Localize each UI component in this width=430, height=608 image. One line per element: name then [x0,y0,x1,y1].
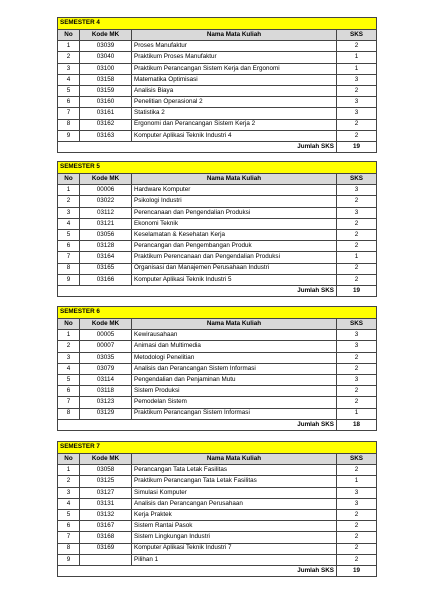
row-no: 2 [58,341,80,352]
row-sks: 3 [336,108,376,119]
table-row [58,374,377,385]
table-row [58,185,377,196]
row-kode-mk: 03040 [80,52,132,63]
header-kode-mk: Kode MK [80,454,132,465]
table-row [58,108,377,119]
row-no: 1 [58,185,80,196]
row-no: 2 [58,196,80,207]
row-sks: 1 [336,252,376,263]
row-no: 8 [58,119,80,130]
row-kode-mk: 03129 [80,408,132,419]
table-row [58,85,377,96]
row-nama-mata-kuliah: Ekonomi Teknik [132,218,337,229]
row-nama-mata-kuliah: Komputer Aplikasi Teknik Industri 4 [132,130,337,141]
total-row [58,285,377,296]
total-row [58,565,377,576]
row-no: 1 [58,330,80,341]
row-sks: 2 [336,130,376,141]
total-sks: 19 [336,141,376,152]
row-no: 8 [58,263,80,274]
row-kode-mk: 03121 [80,218,132,229]
row-no: 9 [58,554,80,565]
row-no: 9 [58,274,80,285]
row-kode-mk: 03022 [80,196,132,207]
total-sks: 19 [336,285,376,296]
table-row [58,74,377,85]
row-no: 6 [58,241,80,252]
row-nama-mata-kuliah: Komputer Aplikasi Teknik Industri 7 [132,543,337,554]
row-kode-mk: 03112 [80,207,132,218]
header-kode-mk: Kode MK [80,319,132,330]
table-row [58,52,377,63]
total-row [58,419,377,430]
row-nama-mata-kuliah: Sistem Lingkungan Industri [132,532,337,543]
semester-banner [58,307,377,319]
row-kode-mk: 03056 [80,229,132,240]
row-no: 7 [58,108,80,119]
table-row [58,408,377,419]
table-row [58,341,377,352]
table-row [58,476,377,487]
row-no: 2 [58,52,80,63]
semester-banner [58,18,377,30]
total-label: Jumlah SKS [58,285,337,296]
row-nama-mata-kuliah: Komputer Aplikasi Teknik Industri 5 [132,274,337,285]
row-kode-mk: 03167 [80,521,132,532]
row-nama-mata-kuliah: Psikologi Industri [132,196,337,207]
row-nama-mata-kuliah: Analisis dan Perancangan Sistem Informasi [132,363,337,374]
row-no: 5 [58,229,80,240]
row-sks: 3 [336,498,376,509]
header-kode-mk: Kode MK [80,174,132,185]
total-row [58,141,377,152]
row-sks: 1 [336,408,376,419]
row-no: 7 [58,532,80,543]
header-nama-mata-kuliah: Nama Mata Kuliah [132,174,337,185]
row-kode-mk: 03035 [80,352,132,363]
semester-title: SEMESTER 7 [58,442,377,454]
header-no: No [58,30,80,41]
row-nama-mata-kuliah: Ergonomi dan Perancangan Sistem Kerja 2 [132,119,337,130]
row-sks: 2 [336,241,376,252]
total-sks: 18 [336,419,376,430]
table-row [58,532,377,543]
row-sks: 2 [336,41,376,52]
row-nama-mata-kuliah: Pemodelan Sistem [132,397,337,408]
row-no: 6 [58,521,80,532]
row-sks: 2 [336,554,376,565]
row-no: 3 [58,352,80,363]
row-nama-mata-kuliah: Pilihan 1 [132,554,337,565]
row-nama-mata-kuliah: Kewirausahaan [132,330,337,341]
row-no: 6 [58,386,80,397]
row-no: 4 [58,218,80,229]
row-sks: 3 [336,374,376,385]
row-nama-mata-kuliah: Simulasi Komputer [132,487,337,498]
row-kode-mk: 00005 [80,330,132,341]
row-sks: 3 [336,207,376,218]
row-nama-mata-kuliah: Analisis Biaya [132,85,337,96]
row-nama-mata-kuliah: Proses Manufaktur [132,41,337,52]
row-sks: 2 [336,543,376,554]
row-nama-mata-kuliah: Animasi dan Multimedia [132,341,337,352]
table-row [58,509,377,520]
header-no: No [58,174,80,185]
row-nama-mata-kuliah: Keselamatan & Kesehatan Kerja [132,229,337,240]
row-sks: 2 [336,465,376,476]
row-nama-mata-kuliah: Metodologi Penelitian [132,352,337,363]
row-kode-mk: 00006 [80,185,132,196]
row-sks: 3 [336,97,376,108]
row-kode-mk: 03131 [80,498,132,509]
table-row [58,397,377,408]
row-nama-mata-kuliah: Kerja Praktek [132,509,337,520]
row-nama-mata-kuliah: Perancangan Tata Letak Fasilitas [132,465,337,476]
table-row [58,196,377,207]
row-nama-mata-kuliah: Perencanaan dan Pengendalian Produksi [132,207,337,218]
table-row [58,252,377,263]
row-kode-mk: 03166 [80,274,132,285]
row-kode-mk [80,554,132,565]
header-no: No [58,454,80,465]
row-kode-mk: 03123 [80,397,132,408]
row-kode-mk: 03169 [80,543,132,554]
table-row [58,218,377,229]
row-nama-mata-kuliah: Pengendalian dan Penjaminan Mutu [132,374,337,385]
row-kode-mk: 03128 [80,241,132,252]
row-sks: 3 [336,185,376,196]
row-nama-mata-kuliah: Penelitian Operasional 2 [132,97,337,108]
row-sks: 1 [336,476,376,487]
row-no: 3 [58,63,80,74]
row-nama-mata-kuliah: Praktikum Perancangan Sistem Kerja dan Ergonomi [132,63,337,74]
row-no: 3 [58,487,80,498]
table-header-row [58,454,377,465]
semester-title: SEMESTER 5 [58,162,377,174]
table-row [58,554,377,565]
row-nama-mata-kuliah: Matematika Optimisasi [132,74,337,85]
row-no: 8 [58,408,80,419]
semester-banner [58,162,377,174]
table-row [58,386,377,397]
row-kode-mk: 03132 [80,509,132,520]
table-row [58,207,377,218]
row-no: 5 [58,509,80,520]
table-header-row [58,174,377,185]
row-kode-mk: 03039 [80,41,132,52]
semester-table [57,441,377,577]
table-row [58,97,377,108]
row-nama-mata-kuliah: Perancangan dan Pengembangan Produk [132,241,337,252]
table-row [58,487,377,498]
table-row [58,263,377,274]
header-nama-mata-kuliah: Nama Mata Kuliah [132,319,337,330]
total-label: Jumlah SKS [58,419,337,430]
row-kode-mk: 03160 [80,97,132,108]
row-sks: 2 [336,196,376,207]
table-row [58,498,377,509]
row-no: 9 [58,130,80,141]
row-kode-mk: 00007 [80,341,132,352]
row-no: 2 [58,476,80,487]
row-sks: 2 [336,521,376,532]
row-no: 4 [58,363,80,374]
row-no: 1 [58,41,80,52]
row-kode-mk: 03159 [80,85,132,96]
row-kode-mk: 03168 [80,532,132,543]
row-nama-mata-kuliah: Praktikum Proses Manufaktur [132,52,337,63]
row-sks: 2 [336,229,376,240]
row-sks: 1 [336,63,376,74]
header-sks: SKS [336,30,376,41]
row-no: 8 [58,543,80,554]
header-sks: SKS [336,174,376,185]
row-sks: 2 [336,85,376,96]
row-kode-mk: 03118 [80,386,132,397]
header-no: No [58,319,80,330]
row-no: 4 [58,74,80,85]
row-nama-mata-kuliah: Praktikum Perancangan Sistem Informasi [132,408,337,419]
row-sks: 3 [336,487,376,498]
row-no: 7 [58,252,80,263]
table-row [58,543,377,554]
row-no: 5 [58,374,80,385]
table-row [58,229,377,240]
row-sks: 2 [336,386,376,397]
semester-table [57,306,377,431]
row-nama-mata-kuliah: Hardware Komputer [132,185,337,196]
row-sks: 3 [336,330,376,341]
total-sks: 19 [336,565,376,576]
row-no: 3 [58,207,80,218]
row-sks: 2 [336,274,376,285]
row-no: 5 [58,85,80,96]
row-kode-mk: 03079 [80,363,132,374]
table-row [58,363,377,374]
table-row [58,130,377,141]
row-sks: 2 [336,119,376,130]
row-kode-mk: 03164 [80,252,132,263]
semester-table [57,161,377,297]
semester-title: SEMESTER 4 [58,18,377,30]
header-sks: SKS [336,454,376,465]
row-kode-mk: 03114 [80,374,132,385]
row-sks: 2 [336,218,376,229]
row-sks: 1 [336,52,376,63]
row-kode-mk: 03127 [80,487,132,498]
row-no: 4 [58,498,80,509]
row-sks: 2 [336,263,376,274]
row-kode-mk: 03125 [80,476,132,487]
table-row [58,41,377,52]
row-sks: 3 [336,74,376,85]
row-sks: 2 [336,352,376,363]
row-nama-mata-kuliah: Sistem Produksi [132,386,337,397]
row-sks: 2 [336,363,376,374]
row-sks: 2 [336,397,376,408]
row-no: 7 [58,397,80,408]
table-row [58,330,377,341]
table-row [58,241,377,252]
row-nama-mata-kuliah: Analisis dan Perancangan Perusahaan [132,498,337,509]
row-sks: 2 [336,509,376,520]
row-no: 6 [58,97,80,108]
row-nama-mata-kuliah: Statistika 2 [132,108,337,119]
table-header-row [58,319,377,330]
header-kode-mk: Kode MK [80,30,132,41]
total-label: Jumlah SKS [58,565,337,576]
table-row [58,465,377,476]
row-sks: 2 [336,532,376,543]
table-row [58,274,377,285]
row-nama-mata-kuliah: Praktikum Perancangan Tata Letak Fasilitas [132,476,337,487]
row-nama-mata-kuliah: Organisasi dan Manajemen Perusahaan Industri [132,263,337,274]
table-row [58,352,377,363]
semester-table [57,17,377,153]
row-kode-mk: 03163 [80,130,132,141]
semester-title: SEMESTER 6 [58,307,377,319]
row-sks: 3 [336,341,376,352]
row-kode-mk: 03158 [80,74,132,85]
table-row [58,119,377,130]
row-kode-mk: 03058 [80,465,132,476]
total-label: Jumlah SKS [58,141,337,152]
row-kode-mk: 03161 [80,108,132,119]
row-nama-mata-kuliah: Sistem Rantai Pasok [132,521,337,532]
header-sks: SKS [336,319,376,330]
row-kode-mk: 03162 [80,119,132,130]
header-nama-mata-kuliah: Nama Mata Kuliah [132,30,337,41]
row-kode-mk: 03100 [80,63,132,74]
row-nama-mata-kuliah: Praktikum Perencanaan dan Pengendalian Produksi [132,252,337,263]
table-row [58,521,377,532]
table-header-row [58,30,377,41]
table-row [58,63,377,74]
semester-banner [58,442,377,454]
header-nama-mata-kuliah: Nama Mata Kuliah [132,454,337,465]
row-kode-mk: 03165 [80,263,132,274]
row-no: 1 [58,465,80,476]
